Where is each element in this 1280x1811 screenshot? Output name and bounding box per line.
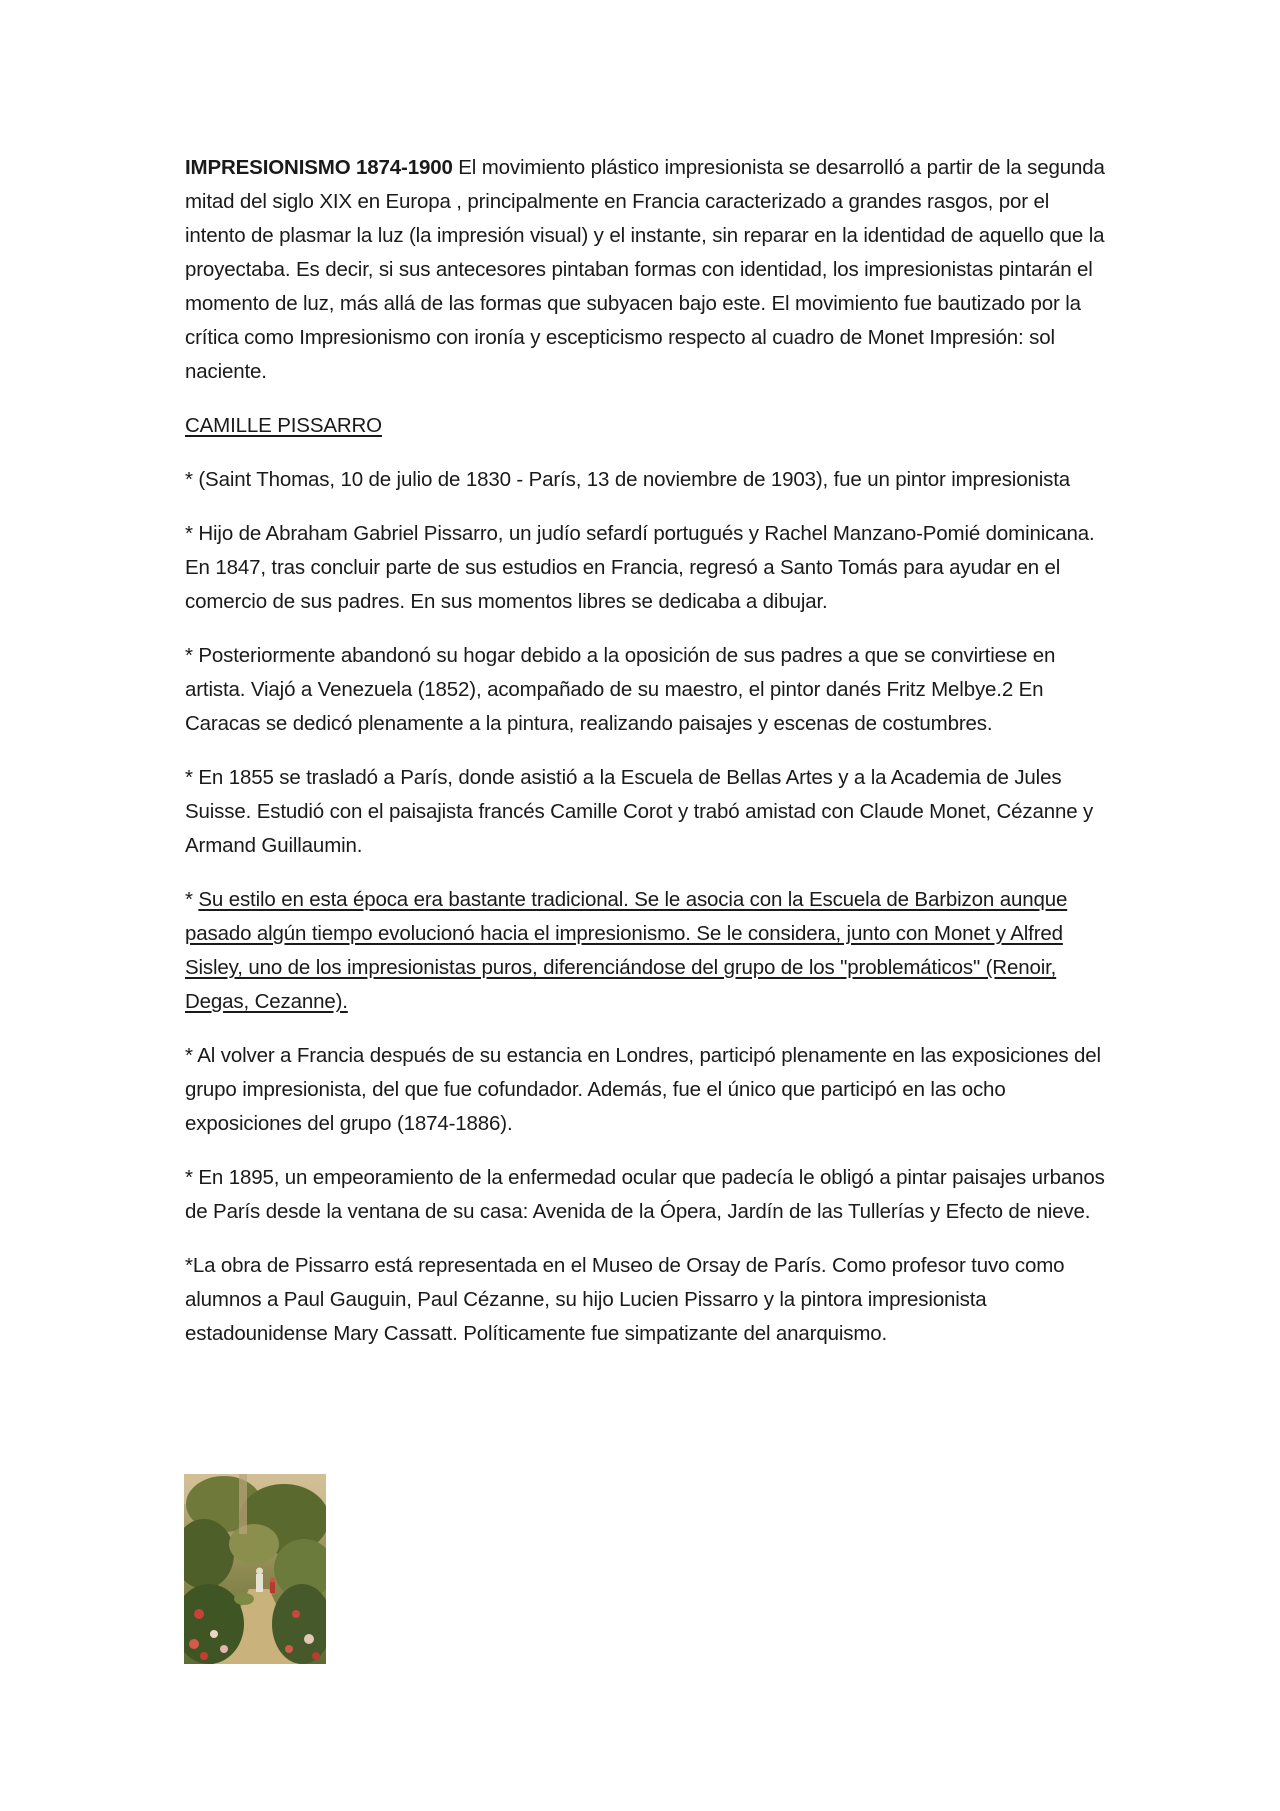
paragraph-family: * Hijo de Abraham Gabriel Pissarro, un judío sefardí portugués y Rachel Manzano-Pomié dominicana. En 1847, tras concluir parte de sus estudios en Francia, regresó a Santo Tomás para ayudar en el comercio de sus padres. En sus momentos libres se dedicaba a dibujar. [185, 522, 1095, 613]
intro-title: IMPRESIONISMO 1874-1900 [185, 156, 453, 179]
painting-image [184, 1474, 326, 1664]
section-heading: CAMILLE PISSARRO [185, 414, 382, 437]
paragraph-birth: * (Saint Thomas, 10 de julio de 1830 - París, 13 de noviembre de 1903), fue un pintor impresionista [185, 468, 1071, 491]
paragraph-venezuela: * Posteriormente abandonó su hogar debido a la oposición de sus padres a que se convirtiese en artista. Viajó a Venezuela (1852), acompañado de su maestro, el pintor danés Fritz Melbye.2 En Caracas se dedicó plenamente a la pintura, realizando paisajes y escenas de costumbres. [185, 644, 1056, 735]
intro-text: El movimiento plástico impresionista se desarrolló a partir de la segunda mitad del siglo XIX en Europa , principalmente en Francia caracterizado a grandes rasgos, por el intento de plasmar la luz (la impresión visual) y el instante, sin reparar en la identidad de aquello que la proyectaba. Es decir, si sus antecesores pintaban formas con identidad, los impresionistas pintarán el momento de luz, más allá de las formas que subyacen bajo este. El movimiento fue bautizado por la crítica como Impresionismo con ironía y escepticismo respecto al cuadro de Monet Impresión: sol naciente. [185, 156, 1105, 383]
paragraph-legacy: *La obra de Pissarro está representada en el Museo de Orsay de París. Como profesor tuvo como alumnos a Paul Gauguin, Paul Cézanne, su hijo Lucien Pissarro y la pintora impresionista estadounidense Mary Cassatt. Políticamente fue simpatizante del anarquismo. [185, 1254, 1065, 1345]
paragraph-illness: * En 1895, un empeoramiento de la enfermedad ocular que padecía le obligó a pintar paisajes urbanos de París desde la ventana de su casa: Avenida de la Ópera, Jardín de las Tullerías y Efecto de nieve. [185, 1166, 1105, 1223]
intro-paragraph [185, 151, 1105, 389]
paragraph-style [185, 883, 1105, 1019]
paragraph-exhibitions: * Al volver a Francia después de su estancia en Londres, participó plenamente en las exposiciones del grupo impresionista, del que fue cofundador. Además, fue el único que participó en las ocho exposiciones del grupo (1874-1886). [185, 1044, 1101, 1135]
paragraph-paris: * En 1855 se trasladó a París, donde asistió a la Escuela de Bellas Artes y a la Academia de Jules Suisse. Estudió con el paisajista francés Camille Corot y trabó amistad con Claude Monet, Cézanne y Armand Guillaumin. [185, 766, 1094, 857]
style-prefix: * [185, 888, 199, 911]
style-underlined-text: Su estilo en esta época era bastante tradicional. Se le asocia con la Escuela de Barbizon aunque pasado algún tiempo evolucionó hacia el impresionismo. Se le considera, junto con Monet y Alfred Sisley, uno de los impresionistas puros, diferenciándose del grupo de los "problemáticos" (Renoir, Degas, Cezanne). [185, 888, 1068, 1013]
document-body [185, 151, 1105, 1371]
